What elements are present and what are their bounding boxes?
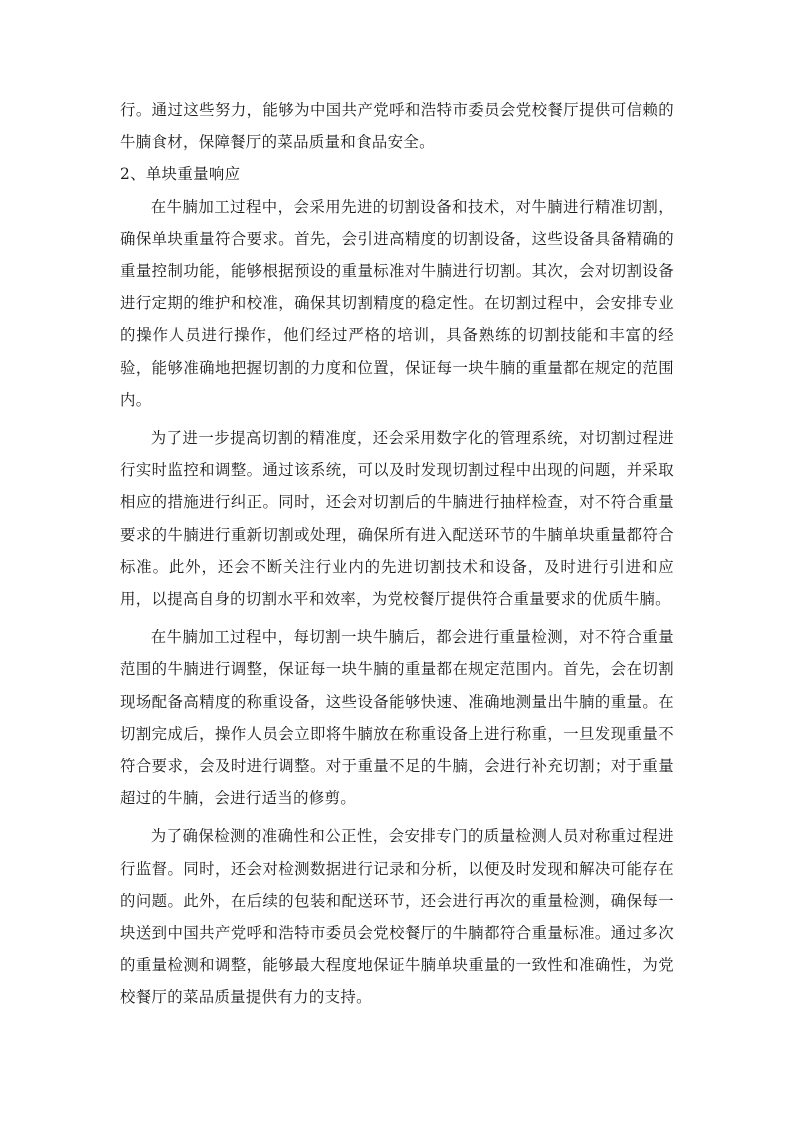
document-page: [120, 94, 674, 1014]
paragraph-weight-detection: 在牛腩加工过程中，每切割一块牛腩后，都会进行重量检测，对不符合重量范围的牛腩进行调整，保证每一块牛腩的重量都在规定范围内。首先，会在切割现场配备高精度的称重设备，这些设备能够快速、准确地测量出牛腩的重量。在切割完成后，操作人员会立即将牛腩放在称重设备上进行称重，一旦发现重量不符合要求，会及时进行调整。对于重量不足的牛腩，会进行补充切割；对于重量超过的牛腩，会进行适当的修剪。: [120, 628, 674, 808]
continuation-paragraph: 行。通过这些努力，能够为中国共产党呼和浩特市委员会党校餐厅提供可信赖的牛腩食材，保障餐厅的菜品质量和食品安全。: [120, 101, 674, 152]
paragraph-cutting-equipment: 在牛腩加工过程中，会采用先进的切割设备和技术，对牛腩进行精准切割，确保单块重量符合要求。首先，会引进高精度的切割设备，这些设备具备精确的重量控制功能，能够根据预设的重量标准对牛腩进行切割。其次，会对切割设备进行定期的维护和校准，确保其切割精度的稳定性。在切割过程中，会安排专业的操作人员进行操作，他们经过严格的培训，具备熟练的切割技能和丰富的经验，能够准确地把握切割的力度和位置，保证每一块牛腩的重量都在规定的范围内。: [120, 197, 674, 409]
paragraph-digital-management: 为了进一步提高切割的精准度，还会采用数字化的管理系统，对切割过程进行实时监控和调整。通过该系统，可以及时发现切割过程中出现的问题，并采取相应的措施进行纠正。同时，还会对切割后的牛腩进行抽样检查，对不符合重量要求的牛腩进行重新切割或处理，确保所有进入配送环节的牛腩单块重量都符合标准。此外，还会不断关注行业内的先进切割技术和设备，及时进行引进和应用，以提高自身的切割水平和效率，为党校餐厅提供符合重量要求的优质牛腩。: [120, 429, 674, 609]
paragraph-quality-supervision: 为了确保检测的准确性和公正性，会安排专门的质量检测人员对称重过程进行监督。同时，还会对检测数据进行记录和分析，以便及时发现和解决可能存在的问题。此外，在后续的包装和配送环节，还会进行再次的重量检测，确保每一块送到中国共产党呼和浩特市委员会党校餐厅的牛腩都符合重量标准。通过多次的重量检测和调整，能够最大程度地保证牛腩单块重量的一致性和准确性，为党校餐厅的菜品质量提供有力的支持。: [120, 827, 674, 1007]
section-heading: 2、单块重量响应: [120, 165, 241, 184]
